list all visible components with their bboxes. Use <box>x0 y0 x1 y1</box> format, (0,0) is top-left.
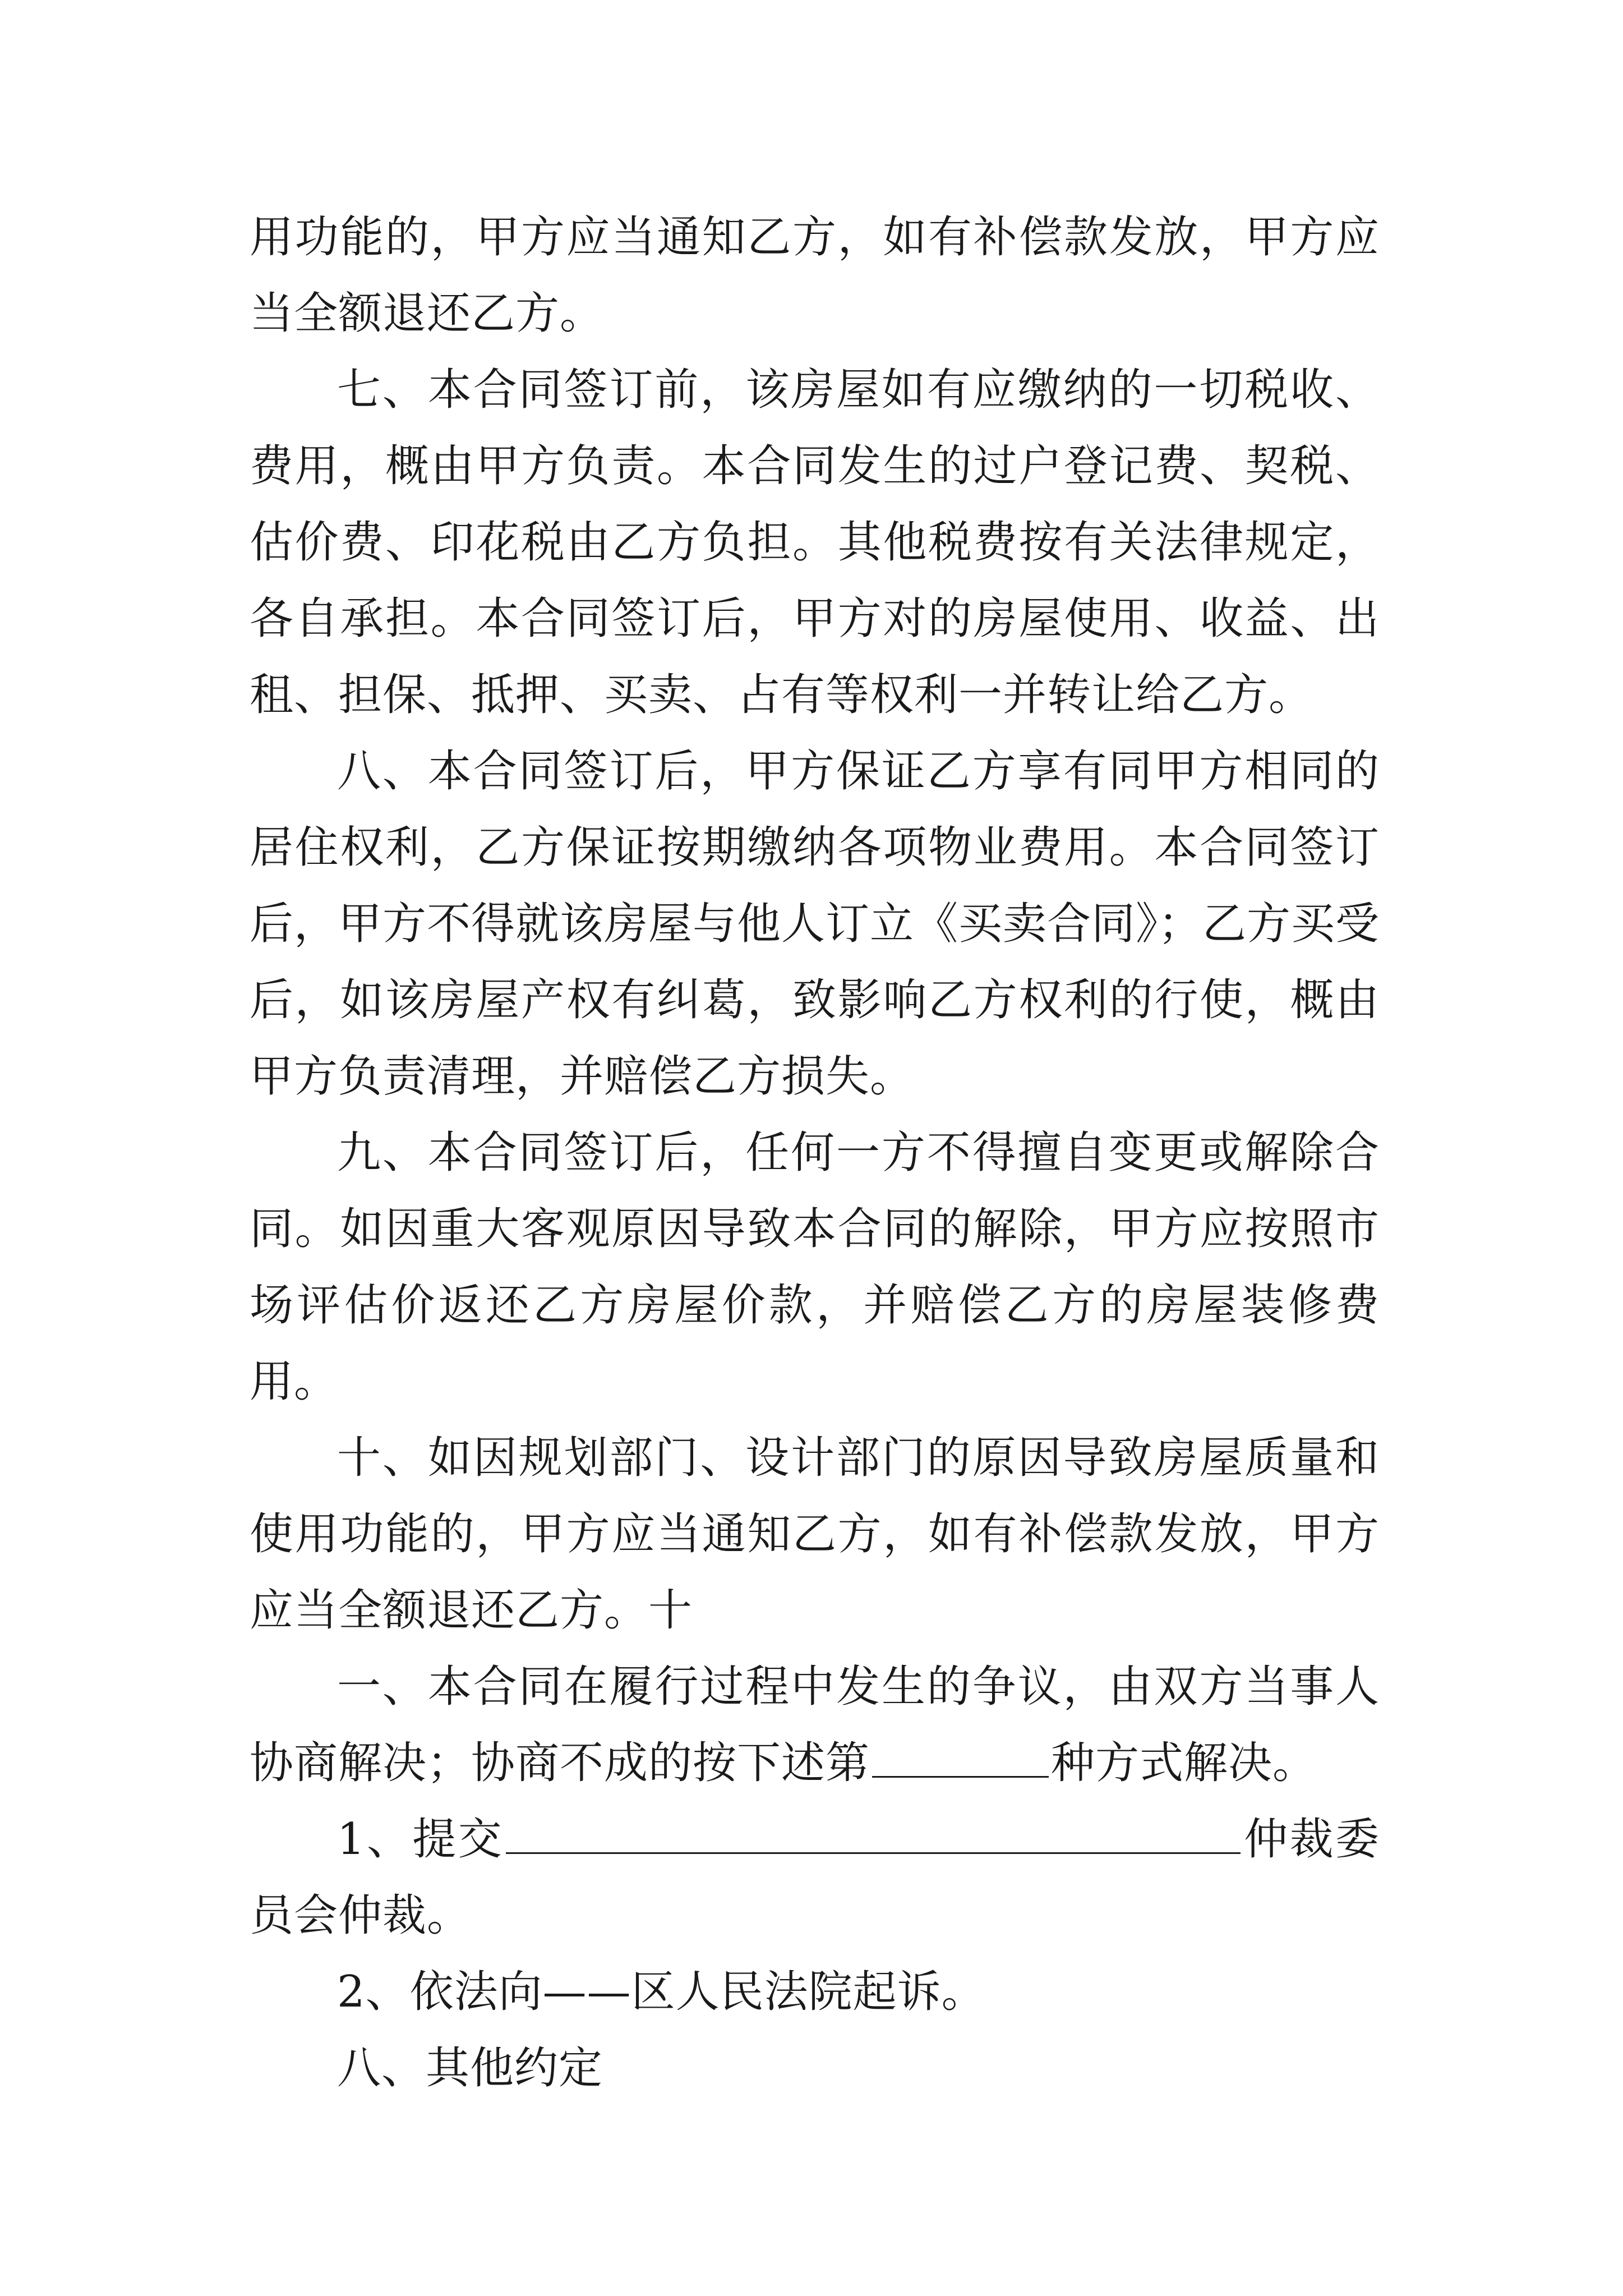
dispute-text-after: 种方式解决。 <box>1051 1738 1317 1788</box>
paragraph-clause-10-planning: 十、如因规划部门、设计部门的原因导致房屋质量和使用功能的，甲方应当通知乙方，如有补偿款发放，甲方应当全额退还乙方。十 <box>250 1433 1380 1636</box>
paragraph-clause-8-residence-rights: 八、本合同签订后，甲方保证乙方享有同甲方相同的居住权利，乙方保证按期缴纳各项物业费用。本合同签订后，甲方不得就该房屋与他人订立《买卖合同》；乙方买受后，如该房屋产权有纠葛，致影响乙方权利的行使，概由甲方负责清理，并赔偿乙方损失。 <box>250 746 1380 1102</box>
paragraph-option-1-arbitration <box>250 1801 1380 1954</box>
dispute-text-before: 一、本合同在履行过程中发生的争议，由双方当事人协商解决；协商不成的按下述第 <box>250 1662 1380 1788</box>
paragraph-option-2-court: 2、依法向——区人民法院起诉。 <box>337 1967 986 2017</box>
paragraph-clause-7-taxes: 七、本合同签订前，该房屋如有应缴纳的一切税收、费用，概由甲方负责。本合同发生的过户登记费、契税、估价费、印花税由乙方负担。其他税费按有关法律规定，各自承担。本合同签订后，甲方对的房屋使用、收益、出租、担保、抵押、买卖、占有等权利一并转让给乙方。 <box>250 365 1380 720</box>
arbitration-text-before: 1、提交 <box>337 1814 504 1865</box>
arbitration-committee-blank <box>506 1819 1241 1854</box>
contract-body <box>250 199 1380 2106</box>
paragraph-other-agreements: 八、其他约定 <box>337 2043 603 2093</box>
paragraph-continued-compensation: 用功能的，甲方应当通知乙方，如有补偿款发放，甲方应当全额退还乙方。 <box>250 212 1380 339</box>
paragraph-clause-9-termination: 九、本合同签订后，任何一方不得擅自变更或解除合同。如因重大客观原因导致本合同的解除，甲方应按照市场评估价返还乙方房屋价款，并赔偿乙方的房屋装修费用。 <box>250 1128 1380 1407</box>
arbitration-text-after: 仲裁委员会仲裁。 <box>250 1814 1380 1941</box>
method-number-blank <box>872 1742 1049 1778</box>
paragraph-clause-11-disputes <box>250 1649 1380 1801</box>
